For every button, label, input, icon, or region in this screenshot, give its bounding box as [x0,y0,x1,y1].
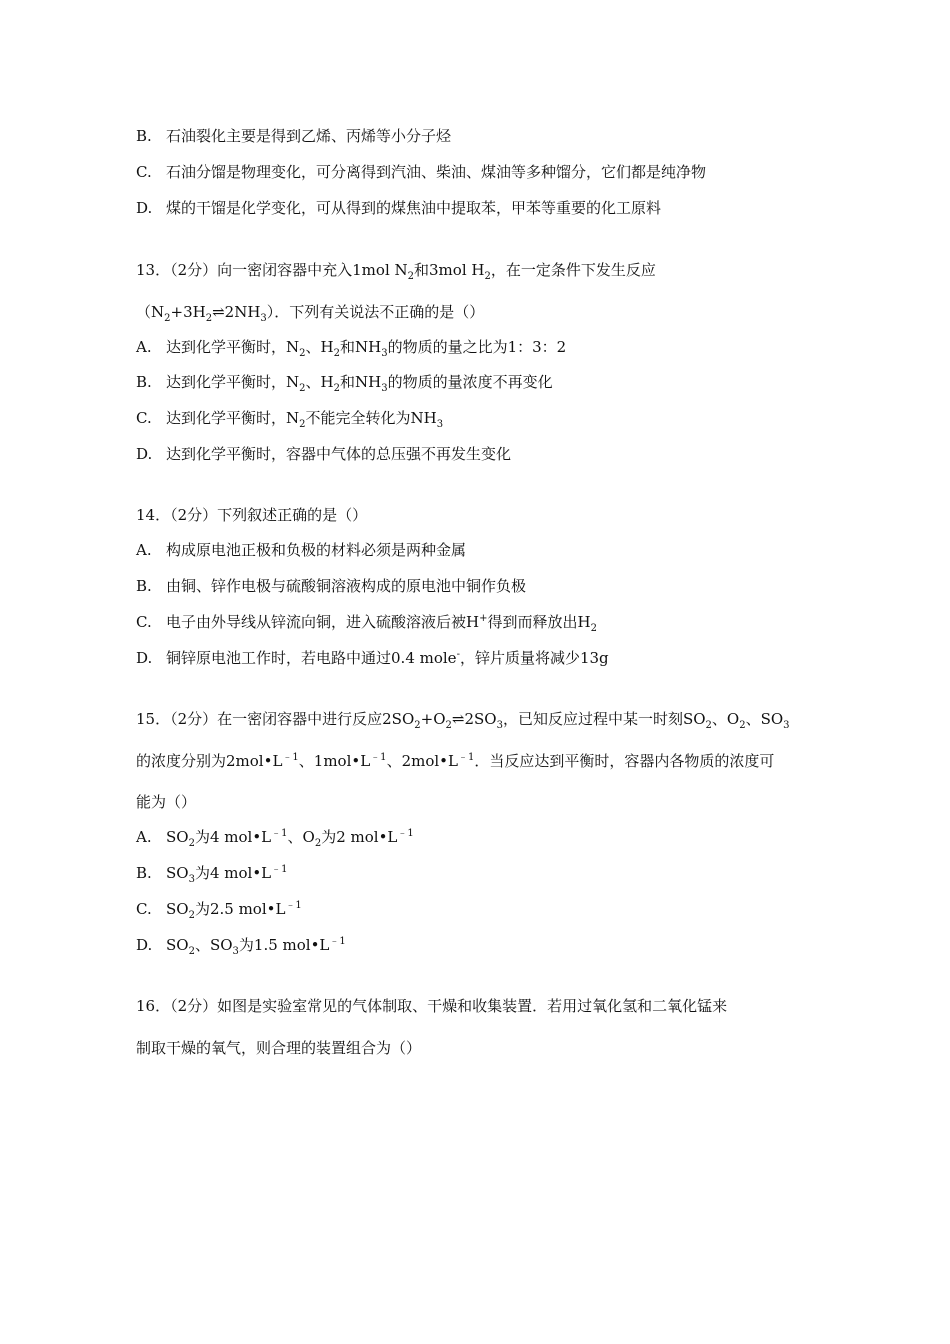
q16-stem-line-1 [136,996,727,1016]
stem-text: 的浓度分别为2mol•L [136,752,283,770]
q14-option-d [136,648,609,668]
option-text: 达到化学平衡时，容器中气体的总压强不再发生变化 [166,445,512,463]
option-text: 为2 mol•L [321,828,398,846]
option-text: 达到化学平衡时，N [166,338,300,356]
q15-option-a [136,827,414,847]
option-text: 、O [287,828,315,846]
superscript: ﹣1 [271,864,288,875]
option-letter: B. [136,373,152,391]
superscript: ﹣1 [271,828,288,839]
subscript: 2 [314,838,322,849]
option-text: 达到化学平衡时，N [166,409,300,427]
q13-option-a [136,337,566,357]
subscript: 2 [414,720,421,731]
option-letter: C. [136,163,152,181]
option-text: 为4 mol•L [194,864,272,882]
superscript: ﹣1 [397,828,414,839]
option-letter: C. [136,409,152,427]
q15-option-c [136,899,302,919]
option-text: 为1.5 mol•L [238,936,330,954]
stem-text: ．当反应达到平衡时，容器内各物质的浓度可 [474,752,775,770]
option-letter: C. [136,900,152,918]
question-number: 16．（2分） [136,997,218,1015]
option-letter: D. [136,936,153,954]
subscript: 2 [299,348,306,359]
q15-stem-line-2 [136,751,774,771]
equation-text: ⇌2NH [212,303,261,321]
stem-text: 和3mol H [414,261,485,279]
subscript: 2 [590,623,597,634]
option-text: SO [166,864,189,882]
q12-option-b [136,126,451,146]
subscript: 2 [445,720,452,731]
subscript: 2 [407,271,415,282]
subscript: 2 [333,383,340,394]
option-letter: B. [136,577,152,595]
option-text: 得到而释放出H [487,613,591,631]
q14-stem [136,505,367,525]
option-letter: D. [136,445,153,463]
stem-text: 向一密闭容器中充入1mol N [217,261,408,279]
option-text: 构成原电池正极和负极的材料必须是两种金属 [166,541,467,559]
q15-stem-line-3 [136,792,196,812]
stem-text: 、O [711,710,740,728]
superscript: + [479,613,488,624]
q15-option-d [136,935,346,955]
option-text: 石油裂化主要是得到乙烯、丙烯等小分子烃 [166,127,452,145]
subscript: 3 [188,874,195,885]
option-text: SO [166,828,189,846]
stem-text: 、SO [745,710,784,728]
q14-option-a [136,540,466,560]
option-text: ，锌片质量将减少13g [459,649,609,667]
stem-text: 制取干燥的氧气，则合理的装置组合为（） [136,1039,422,1057]
q15-option-b [136,863,288,883]
subscript: 3 [260,313,267,324]
equation-text: （N [136,303,165,321]
subscript: 2 [299,419,306,430]
option-text: 电子由外导线从锌流向铜，进入硫酸溶液后被H [166,613,480,631]
stem-text: 如图是实验室常见的气体制取、干燥和收集装置．若用过氧化氢和二氧化锰来 [217,997,728,1015]
subscript: 3 [783,720,790,731]
option-text: 煤的干馏是化学变化，可从得到的煤焦油中提取苯，甲苯等重要的化工原料 [166,199,662,217]
subscript: 3 [381,383,388,394]
q12-option-c [136,162,706,182]
subscript: 2 [705,720,712,731]
option-letter: A. [136,338,152,356]
option-text: 石油分馏是物理变化，可分离得到汽油、柴油、煤油等多种馏分，它们都是纯净物 [166,163,707,181]
option-text: 、H [305,338,334,356]
q13-option-b [136,372,553,392]
option-text: 为4 mol•L [194,828,272,846]
option-letter: A. [136,828,152,846]
option-letter: B. [136,864,152,882]
subscript: 2 [739,720,746,731]
stem-text: ⇌2SO [451,710,497,728]
q13-stem [136,260,656,280]
q13-equation [136,302,484,322]
stem-text: ，已知反应过程中某一时刻SO [502,710,706,728]
stem-text: +O [420,710,446,728]
option-text: SO [166,936,189,954]
question-number: 13．（2分） [136,261,218,279]
option-text: 由铜、锌作电极与硫酸铜溶液构成的原电池中铜作负极 [166,577,527,595]
option-text: SO [166,900,189,918]
superscript: ﹣1 [285,900,302,911]
q13-option-c [136,408,443,428]
superscript: ﹣1 [370,752,387,763]
equation-text: ）．下列有关说法不正确的是（） [266,303,485,321]
superscript: ﹣1 [457,752,475,763]
superscript: ﹣1 [329,936,346,947]
option-text: 和NH [339,338,382,356]
subscript: 3 [436,419,444,430]
option-text: 不能完全转化为NH [305,409,437,427]
subscript: 2 [205,313,213,324]
option-letter: C. [136,613,152,631]
stem-text: 在一密闭容器中进行反应2SO [217,710,415,728]
q14-option-c [136,612,597,632]
stem-text: 、1mol•L [298,752,371,770]
subscript: 2 [164,313,171,324]
subscript: 3 [232,946,239,957]
option-text: 达到化学平衡时，N [166,373,300,391]
option-text: 的物质的量浓度不再变化 [387,373,553,391]
q16-stem-line-2 [136,1038,421,1058]
stem-text: ，在一定条件下发生反应 [490,261,656,279]
question-number: 15．（2分） [136,710,218,728]
superscript: - [456,649,460,660]
stem-text: 能为（） [136,793,197,811]
option-letter: B. [136,127,152,145]
option-text: 、SO [194,936,233,954]
option-letter: A. [136,541,152,559]
subscript: 3 [496,720,503,731]
option-text: 铜锌原电池工作时，若电路中通过0.4 mole [166,649,457,667]
option-text: 和NH [339,373,382,391]
subscript: 2 [484,271,491,282]
option-letter: D. [136,649,153,667]
option-text: 为2.5 mol•L [194,900,286,918]
question-number: 14．（2分） [136,506,218,524]
option-text: 的物质的量之比为1：3：2 [387,338,567,356]
q14-option-b [136,576,526,596]
option-text: 、H [305,373,334,391]
subscript: 3 [381,348,388,359]
subscript: 2 [188,838,195,849]
stem-text: 下列叙述正确的是（） [217,506,368,524]
equation-text: +3H [170,303,206,321]
q12-option-d [136,198,661,218]
subscript: 2 [188,946,195,957]
q13-option-d [136,444,511,464]
subscript: 2 [299,383,306,394]
option-letter: D. [136,199,153,217]
subscript: 2 [188,910,195,921]
subscript: 2 [333,348,340,359]
stem-text: 、2mol•L [386,752,458,770]
q15-stem-line-1 [136,709,790,729]
superscript: ﹣1 [282,752,299,763]
